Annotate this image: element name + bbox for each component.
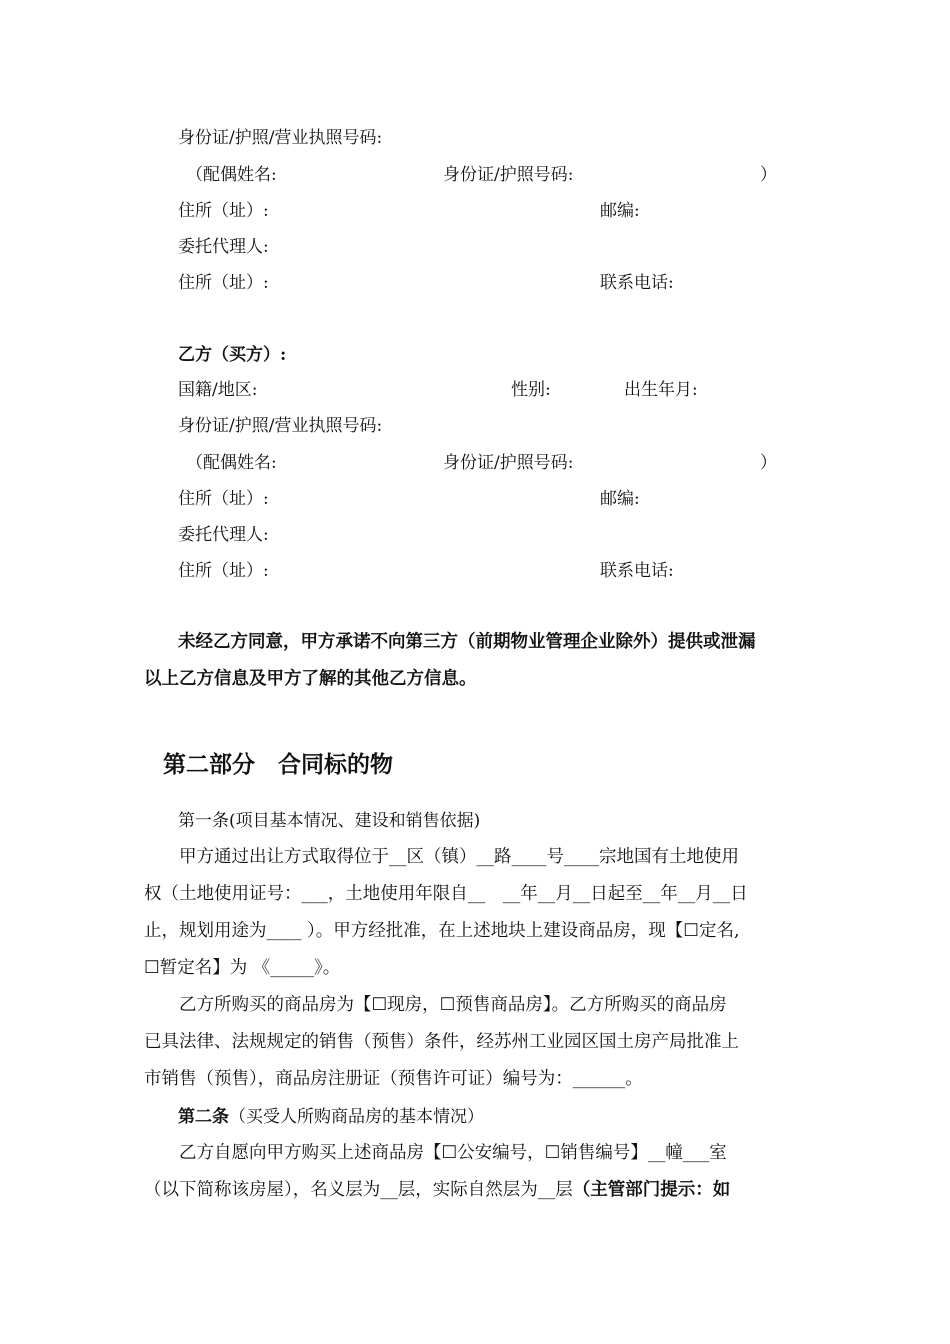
buyer-agent-label: 委托代理人:: [178, 525, 269, 545]
article-two-line: 乙方自愿向甲方购买上述商品房【☐公安编号，☐销售编号】__幢___室: [144, 1143, 727, 1163]
buyer-id-label: 身份证/护照/营业执照号码:: [178, 416, 383, 436]
privacy-clause-line1: 未经乙方同意，甲方承诺不向第三方（前期物业管理企业除外）提供或泄漏: [178, 632, 756, 652]
article-one-line: 已具法律、法规规定的销售（预售）条件，经苏州工业园区国土房产局批准上: [144, 1032, 739, 1052]
article-one-line: 权（土地使用证号：___，土地使用年限自__ __年__月__日起至__年__月__日: [144, 884, 748, 904]
privacy-clause-line2: 以上乙方信息及甲方了解的其他乙方信息。: [144, 669, 477, 689]
buyer-postcode-label: 邮编:: [600, 489, 640, 509]
article-one-heading: [178, 810, 480, 832]
article-one-line: 甲方通过出让方式取得位于__区（镇）__路____号____宗地国有土地使用: [144, 847, 739, 867]
article-one-line: 乙方所购买的商品房为【☐现房，☐预售商品房】。乙方所购买的商品房: [144, 995, 727, 1015]
buyer-spouse-name-label: （配偶姓名:: [186, 453, 277, 473]
buyer-nationality-label: 国籍/地区:: [178, 380, 258, 400]
buyer-gender-label: 性别:: [511, 380, 551, 400]
seller-address2-label: 住所（址）:: [178, 273, 269, 293]
seller-spouse-close: ）: [760, 165, 777, 185]
seller-spouse-id-label: 身份证/护照号码:: [443, 165, 574, 185]
article-one-subtitle: (项目基本情况、建设和销售依据): [229, 811, 481, 831]
article-two-heading: [178, 1106, 484, 1128]
seller-postcode-label: 邮编:: [600, 201, 640, 221]
article-two-line: [144, 1172, 824, 1209]
seller-spouse-name-label: （配偶姓名:: [186, 165, 277, 185]
buyer-heading: 乙方（买方）:: [178, 345, 287, 365]
buyer-birth-label: 出生年月:: [624, 380, 698, 400]
buyer-address-label: 住所（址）:: [178, 489, 269, 509]
article-two-label: 第二条: [178, 1107, 229, 1127]
article-two-line2-plain: （以下简称该房屋），名义层为__层，实际自然层为__层: [144, 1180, 573, 1200]
buyer-phone-label: 联系电话:: [600, 561, 674, 581]
buyer-spouse-close: ）: [760, 453, 777, 473]
article-two-subtitle: （买受人所购商品房的基本情况）: [229, 1107, 484, 1127]
buyer-spouse-id-label: 身份证/护照号码:: [443, 453, 574, 473]
article-one-label: 第一条: [178, 811, 229, 831]
article-two-line2-note: （主管部门提示：如: [572, 1180, 731, 1200]
seller-phone-label: 联系电话:: [600, 273, 674, 293]
article-one-line: 止，规划用途为____ ）。甲方经批准，在上述地块上建设商品房，现【☐定名,: [144, 921, 740, 941]
seller-address-label: 住所（址）:: [178, 201, 269, 221]
article-two-body: [144, 1135, 824, 1209]
article-one-line: ☐暂定名】为 《_____》。: [144, 958, 341, 978]
part-two-title: 第二部分 合同标的物: [163, 752, 393, 778]
buyer-address2-label: 住所（址）:: [178, 561, 269, 581]
article-one-body: [144, 839, 824, 1098]
seller-id-label: 身份证/护照/营业执照号码:: [178, 128, 383, 148]
seller-agent-label: 委托代理人:: [178, 237, 269, 257]
article-one-line: 市销售（预售），商品房注册证（预售许可证）编号为：______。: [144, 1069, 643, 1089]
